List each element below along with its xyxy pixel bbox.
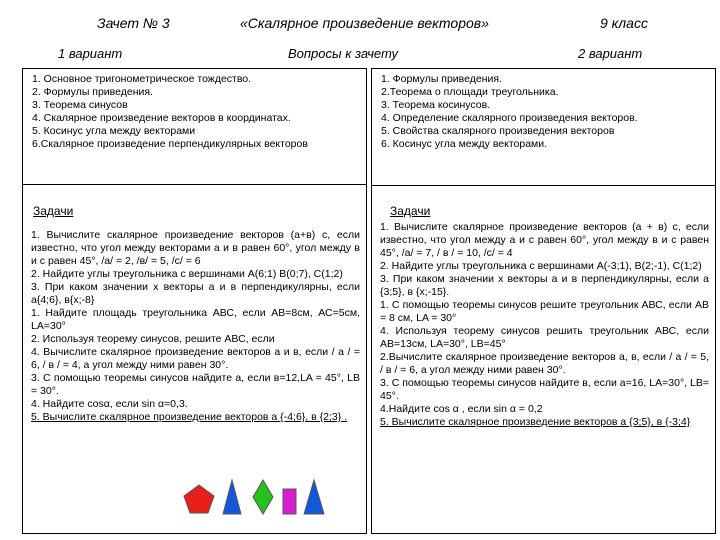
tasks-title: Задачи xyxy=(390,204,431,218)
divider xyxy=(372,185,715,186)
question-item: 4. Скалярное произведение векторов в координатах. xyxy=(32,112,291,124)
task-item: 2.Вычислите скалярное произведение векторов а, в, если / а / = 5, / в / = 6, а угол между ними равен 30°. xyxy=(380,351,709,376)
task-item: 3. При каком значении х векторы а и в перпендикулярны, если а {3;5}, в {х;-15}. xyxy=(380,273,709,298)
questions-list xyxy=(23,73,366,151)
question-item: 6. Косинус угла между векторами. xyxy=(381,138,548,150)
grade-label: 9 класс xyxy=(600,15,648,31)
task-item: 1. Найдите площадь треугольника АВС, если АВ=8см, АС=5см, LА=30° xyxy=(31,307,360,332)
variant-1-label: 1 вариант xyxy=(58,46,123,61)
question-item: 1. Формулы приведения. xyxy=(381,73,502,85)
question-item: 5. Косинус угла между векторами xyxy=(32,125,196,137)
task-item: 1. С помощью теоремы синусов решите треугольник АВС, если АВ = 8 см, LA = 30° xyxy=(380,299,709,324)
question-item: 2.Теорема о площади треугольника. xyxy=(381,86,559,98)
test-label: Зачет № 3 xyxy=(97,15,170,31)
task-item: 2. Найдите углы треугольника с вершинами А(-3;1), В(2;-1), С(1;2) xyxy=(380,260,702,272)
task-item: 5. Вычислите скалярное произведение векторов а {-4;6}, в {2;3} . xyxy=(31,411,348,423)
question-item: 4. Определение скалярного произведения векторов. xyxy=(381,112,638,124)
task-item: 4. Используя теорему синусов решить треугольник АВС, если АВ=13см, LA=30°, LB=45° xyxy=(380,325,709,350)
task-item: 2. Используя теорему синусов, решите АВС, если xyxy=(31,333,275,345)
question-item: 6.Скалярное произведение перпендикулярных векторов xyxy=(32,138,308,150)
task-item: 1. Вычислите скалярное произведение векторов (а + в) с, если известно, что угол между а и с равен 60°, угол между в и с равен 45°, /а/ = 7, / в / = 10, /с/ = 4 xyxy=(380,221,709,259)
question-item: 3. Теорема косинусов. xyxy=(381,99,491,111)
tasks-list xyxy=(31,229,360,424)
question-item: 5. Свойства скалярного произведения векторов xyxy=(381,125,615,137)
task-item: 5. Вычислите скалярное произведение векторов а {3;5}, в {-3;4} xyxy=(380,416,691,428)
task-item: 3. С помощью теоремы синусов найдите а, если в=12,LA = 45°, LB = 30°. xyxy=(31,372,360,397)
tasks-list xyxy=(380,221,709,429)
task-item: 3. С помощью теоремы синусов найдите в, если а=16, LA=30°, LB= 45°. xyxy=(380,377,709,402)
questions-list xyxy=(372,73,715,151)
task-item: 4. Найдите cosα, если sin α=0,3. xyxy=(31,398,188,410)
page-title: «Скалярное произведение векторов» xyxy=(240,15,489,31)
variant-2-label: 2 вариант xyxy=(578,46,643,61)
task-item: 4.Найдите cos α , если sin α = 0,2 xyxy=(380,403,543,415)
tasks-title: Задачи xyxy=(33,204,74,218)
task-item: 3. При каком значении х векторы а и в перпендикулярны, если а{4;6}, в{х;-8} xyxy=(31,281,360,306)
task-item: 2. Найдите углы треугольника с вершинами А(6;1) В(0;7), С(1;2) xyxy=(31,268,343,280)
question-item: 2. Формулы приведения. xyxy=(32,86,153,98)
variant-1-panel xyxy=(22,68,367,534)
variant-2-panel xyxy=(371,68,716,534)
question-item: 3. Теорема синусов xyxy=(32,99,128,111)
divider xyxy=(23,184,366,185)
task-item: 4. Вычислите скалярное произведение векторов а и в, если / а / = 6, / в / = 4, а угол между ними равен 30°. xyxy=(31,346,360,371)
question-item: 1. Основное тригонометрическое тождество. xyxy=(32,73,252,85)
questions-title: Вопросы к зачету xyxy=(288,46,399,61)
task-item: 1. Вычислите скалярное произведение векторов (a+в) с, если известно, что угол между векторами а и в равен 60°, угол между в и с равен 45°, /а/ = 2, /в/ = 5, /с/ = 6 xyxy=(31,229,360,267)
